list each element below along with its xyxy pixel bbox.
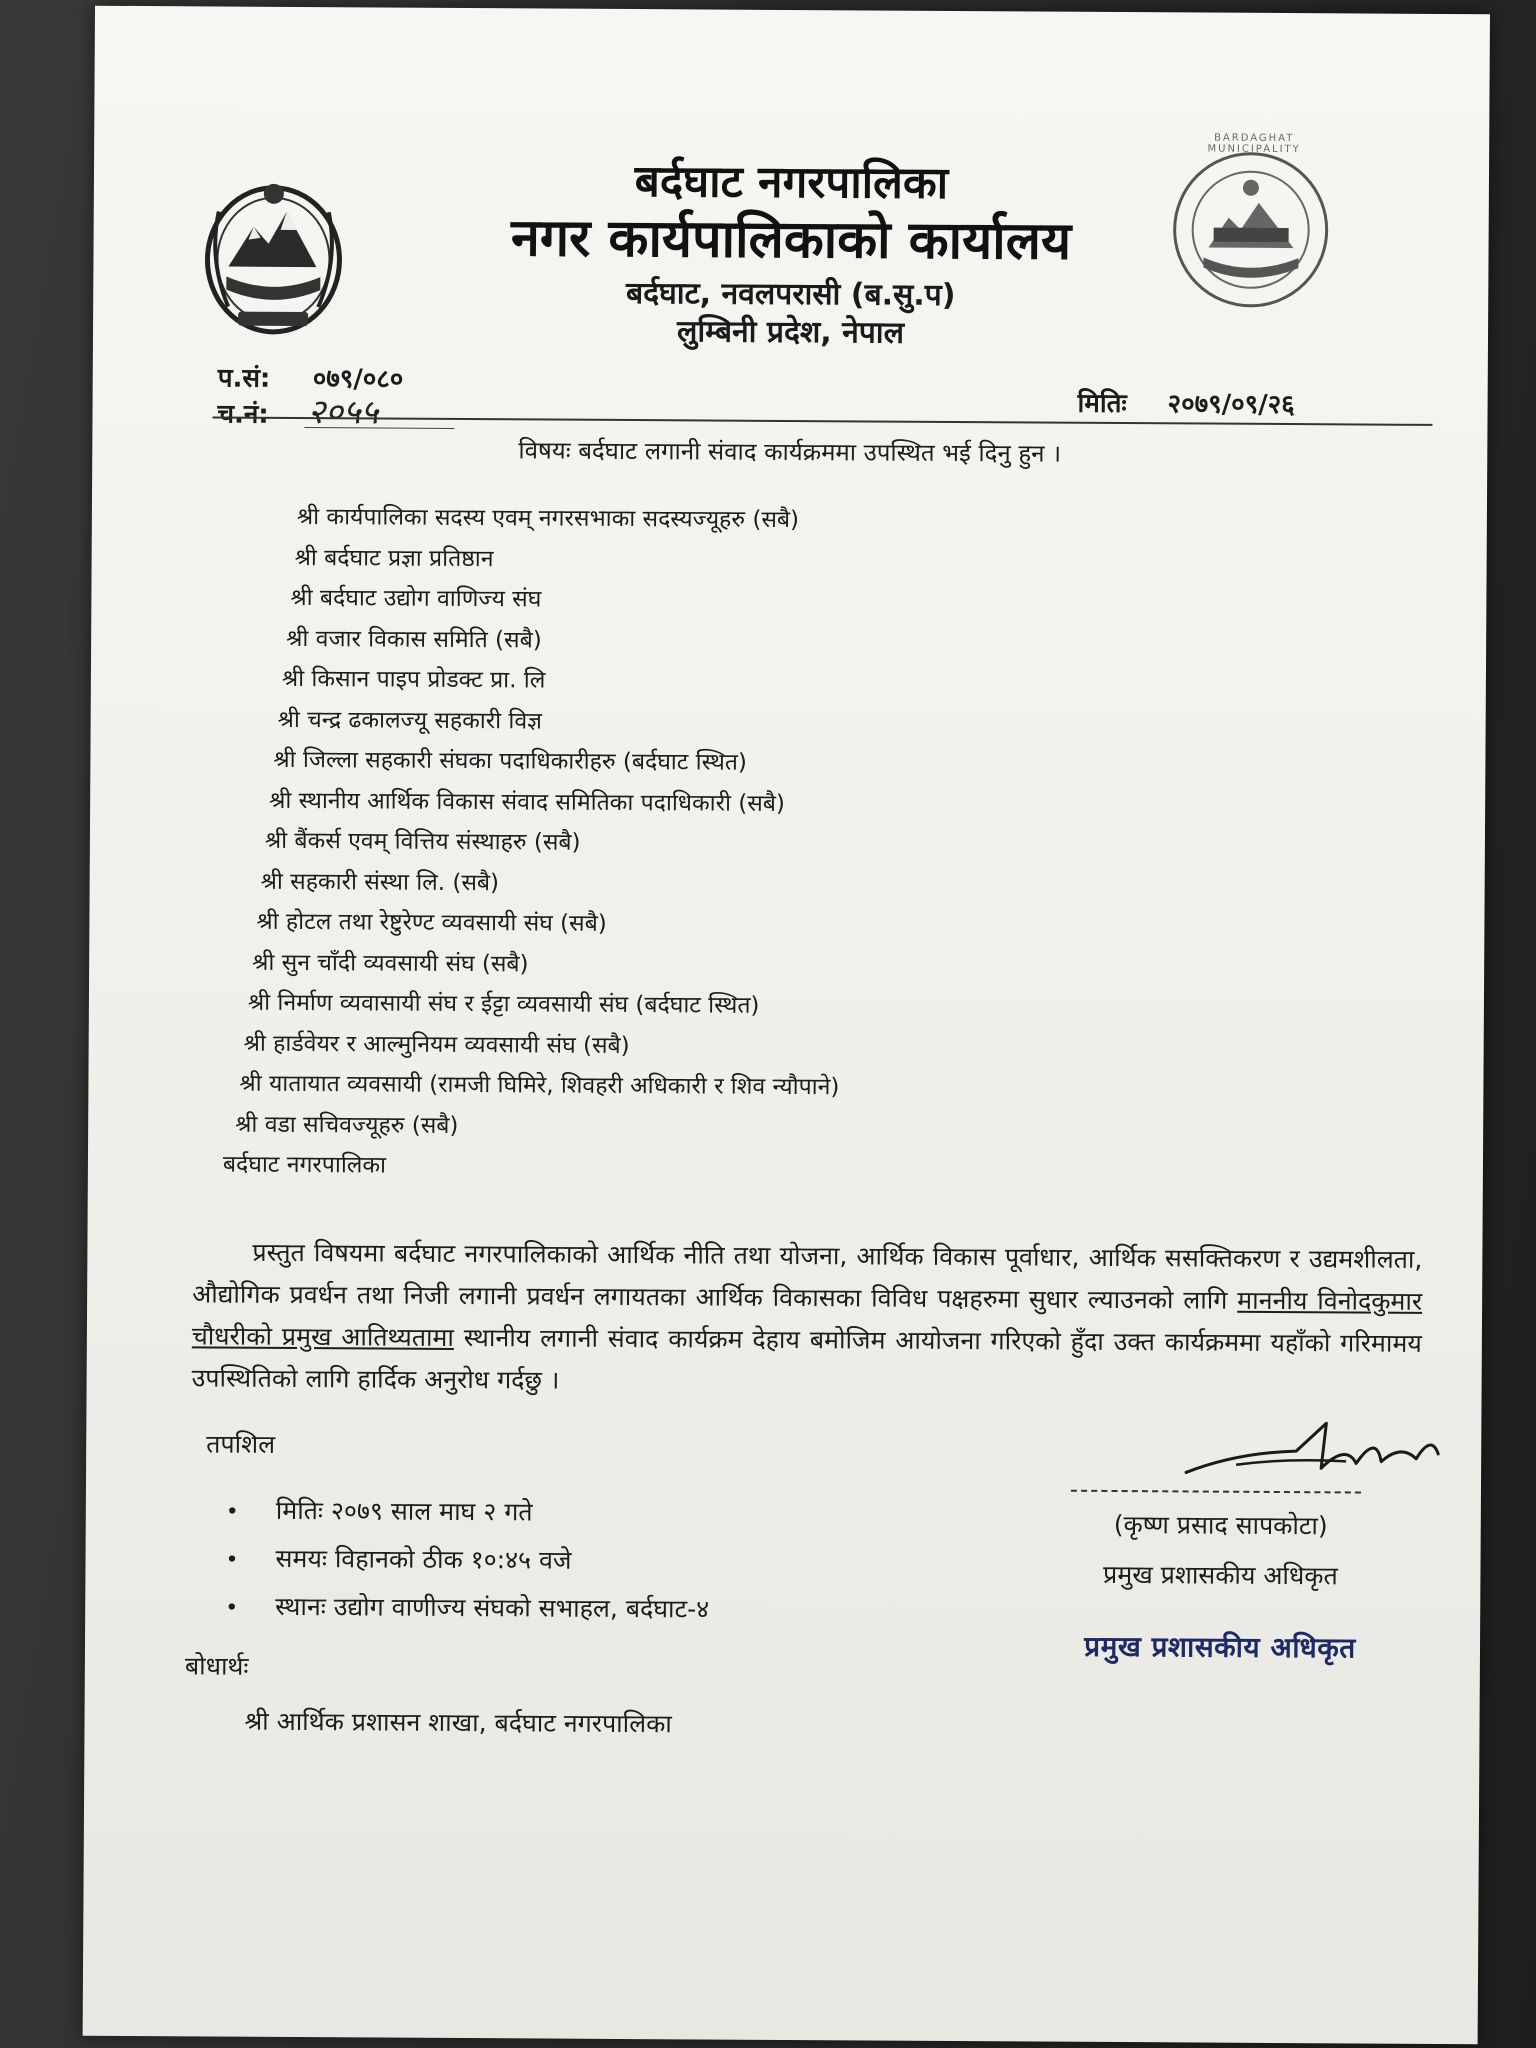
body-chief-guest: माननीय विनोदकुमार चौधरीको प्रमुख आतिथ्यतामा <box>191 1285 1423 1352</box>
recipient-item: श्री सुन चाँदी व्यवसायी संघ (सबै) <box>252 949 529 977</box>
schedule-item-time: • समयः विहानको ठीक १०:४५ वजे <box>225 1535 709 1586</box>
schedule-heading: तपशिल <box>206 1429 276 1459</box>
bullet-icon: • <box>225 1499 239 1525</box>
recipient-item: श्री किसान पाइप प्रोडक्ट प्रा. लि <box>281 665 546 694</box>
recipient-item: श्री कार्यपालिका सदस्य एवम् नगरसभाका सदस्यज्यूहरु (सबै) <box>296 503 800 534</box>
official-stamp: प्रमुख प्रशासकीय अधिकृत <box>1084 1629 1356 1665</box>
address-line-1: बर्दघाट, नवलपरासी (ब.सु.प) <box>625 275 956 314</box>
recipient-item: श्री बैंकर्स एवम् वित्तिय संस्थाहरु (सबै) <box>264 827 581 856</box>
recipient-item: श्री बर्दघाट उद्योग वाणिज्य संघ <box>290 584 542 613</box>
schedule-item-venue: • स्थानः उद्योग वाणीज्य संघको सभाहल, बर्दघाट-४ <box>225 1583 709 1634</box>
recipient-item: श्री स्थानीय आर्थिक विकास संवाद समितिका पदाधिकारी (सबै) <box>269 787 785 817</box>
ref-number-value: ०७९/०८० <box>312 364 404 395</box>
recipient-item: श्री जिल्ला सहकारी संघका पदाधिकारीहरु (बर्दघाट स्थित) <box>273 746 748 776</box>
cc-heading: बोधार्थः <box>184 1651 249 1681</box>
recipient-item: श्री यातायात व्यवसायी (रामजी घिमिरे, शिवहरी अधिकारी र शिव न्यौपाने) <box>239 1070 840 1101</box>
recipient-item: श्री हार्डवेयर र आल्मुनियम व्यवसायी संघ (सबै) <box>243 1030 630 1059</box>
body-part-1: प्रस्तुत विषयमा बर्दघाट नगरपालिकाको आर्थिक नीति तथा योजना, आर्थिक विकास पूर्वाधार, आर्थिक ससक्तिकरण र उद्यमशीलता, औद्योगिक प्रवर्धन तथा निजी लगानी प्रवर्धन लगायतका आर्थिक विकासका विविध पक्षहरुमा सुधार ल्याउनको लागि <box>192 1237 1423 1315</box>
seal-caption: BARDAGHAT MUNICIPALITY <box>1207 132 1301 156</box>
letter-body <box>192 1231 1423 1407</box>
recipient-item: श्री बर्दघाट प्रज्ञा प्रतिष्ठान <box>294 544 494 572</box>
recipient-organization: बर्दघाट नगरपालिका <box>222 1151 387 1179</box>
recipient-item: श्री वजार विकास समिति (सबै) <box>286 625 542 653</box>
date-label: मितिः <box>1077 388 1127 420</box>
recipient-item: श्री वडा सचिवज्यूहरु (सबै) <box>235 1111 459 1139</box>
recipient-item: श्री होटल तथा रेष्टुरेण्ट व्यवसायी संघ (सबै) <box>256 908 607 937</box>
chalani-number-label: च.नं: <box>217 399 269 430</box>
recipient-item: श्री सहकारी संस्था लि. (सबै) <box>260 868 500 896</box>
letter-page <box>83 6 1490 2044</box>
municipality-name: बर्दघाट नगरपालिका <box>634 156 949 209</box>
subject-line: विषयः बर्दघाट लगानी संवाद कार्यक्रममा उपस्थित भई दिनु हुन । <box>518 436 1062 468</box>
recipient-list <box>203 496 840 1188</box>
recipient-item: श्री चन्द्र ढकालज्यू सहकारी विज्ञ <box>277 706 543 734</box>
signatory-name: (कृष्ण प्रसाद सापकोटा) <box>1113 1509 1328 1541</box>
ref-number-label: प.सं: <box>217 363 271 394</box>
recipient-item: श्री निर्माण व्यवासायी संघ र ईट्टा व्यवसायी संघ (बर्दघाट स्थित) <box>247 989 760 1019</box>
handwritten-signature-icon <box>1176 1412 1456 1494</box>
chalani-number-value: २०५५ <box>307 392 379 433</box>
cc-recipient: श्री आर्थिक प्रशासन शाखा, बर्दघाट नगरपालिका <box>244 1706 672 1739</box>
signature-line <box>1071 1490 1361 1494</box>
body-part-2: स्थानीय लगानी संवाद कार्यक्रम देहाय बमोजिम आयोजना गरिएको हुँदा उक्त कार्यक्रममा यहाँको गरिमामय उपस्थितिको लागि हार्दिक अनुरोध गर्दछु । <box>191 1322 1422 1395</box>
date-value: २०७९/०९/२६ <box>1167 389 1295 421</box>
schedule-item-date: • मितिः २०७९ साल माघ २ गते <box>226 1487 710 1538</box>
schedule-list <box>225 1487 710 1634</box>
signatory-title: प्रमुख प्रशासकीय अधिकृत <box>1103 1559 1338 1591</box>
bullet-icon: • <box>225 1595 239 1621</box>
bullet-icon: • <box>225 1547 239 1573</box>
address-line-2: लुम्बिनी प्रदेश, नेपाल <box>676 314 905 351</box>
office-name: नगर कार्यपालिकाको कार्यालय <box>510 208 1072 272</box>
